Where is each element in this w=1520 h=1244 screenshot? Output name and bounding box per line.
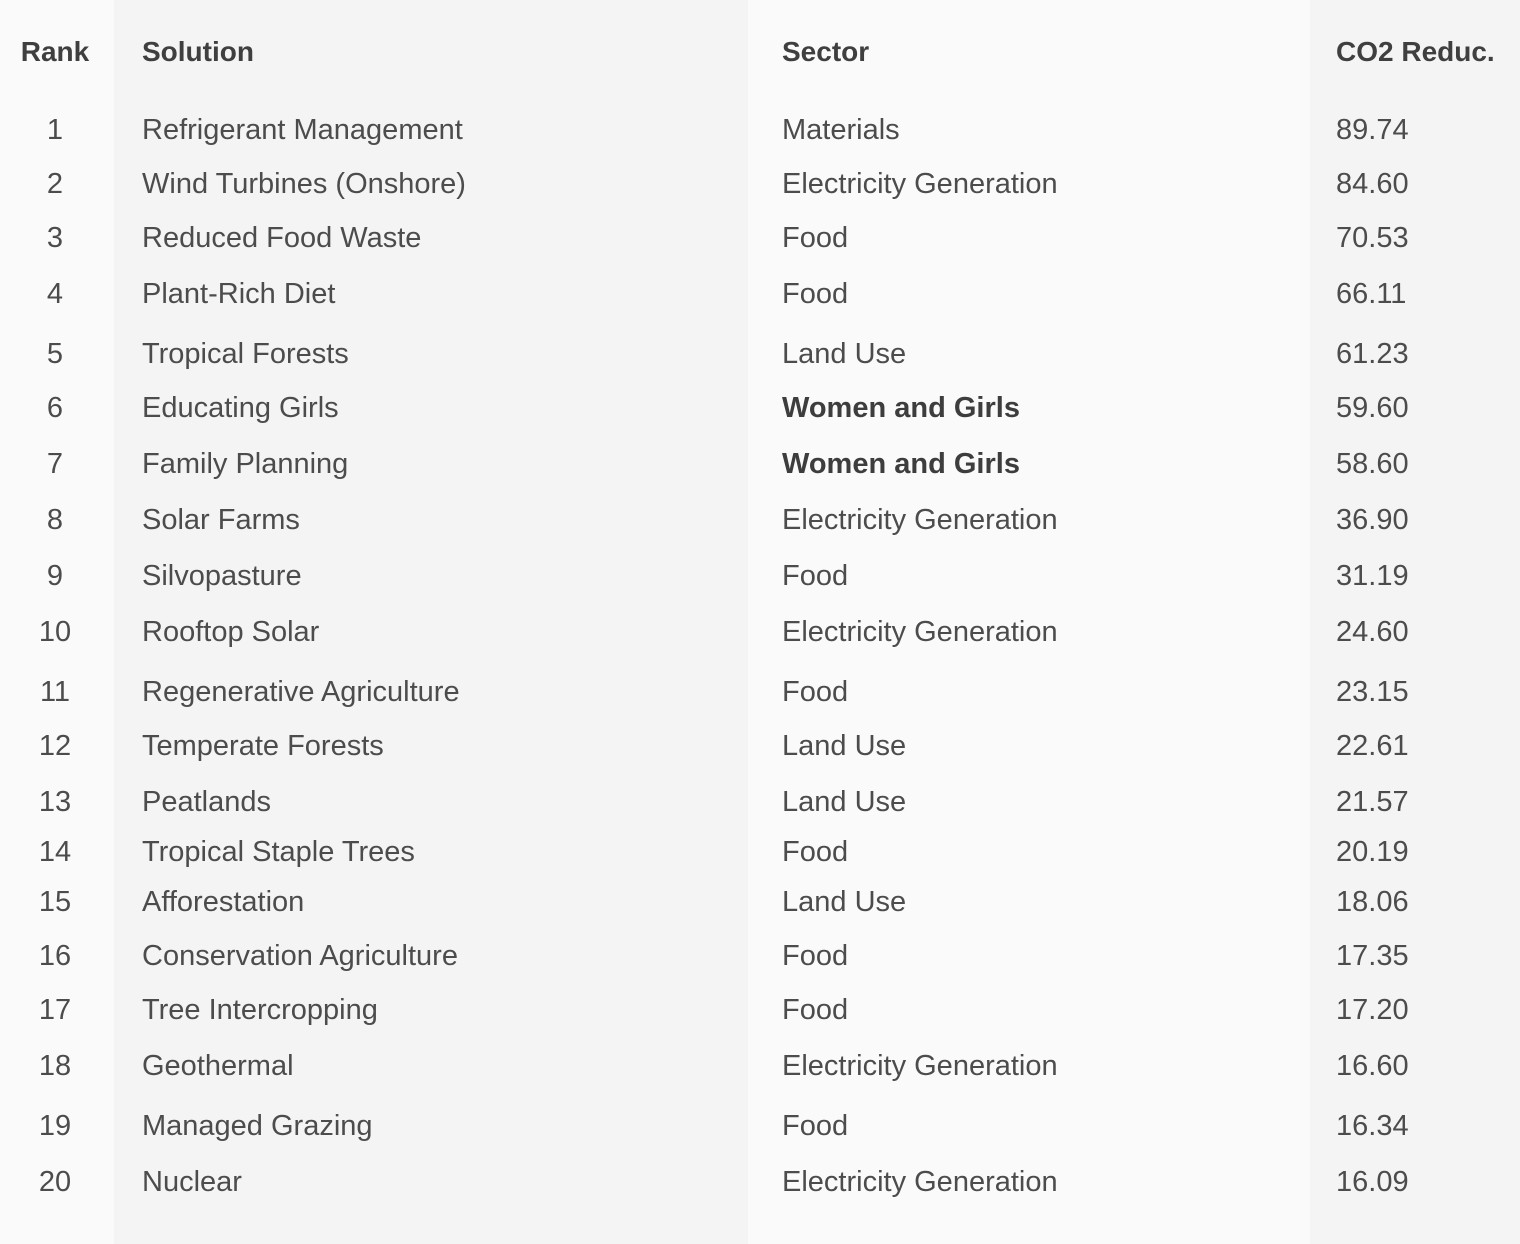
solution-cell: Silvopasture [142,560,302,592]
rank-cell: 18 [38,1050,72,1082]
co2-reduction-cell: 18.06 [1336,886,1409,918]
co2-reduction-cell: 16.34 [1336,1110,1409,1142]
rank-cell: 9 [46,560,64,592]
sector-cell: Food [782,836,849,868]
co2-reduction-cell: 17.20 [1336,994,1409,1026]
rank-cell: 5 [46,338,64,370]
table-row [0,782,1520,822]
co2-reduction-cell: 22.61 [1336,730,1409,762]
sector-cell: Land Use [782,886,907,918]
table-row [0,882,1520,922]
sector-cell: Electricity Generation [782,168,1058,200]
rank-cell: 15 [38,886,72,918]
co2-reduction-cell: 23.15 [1336,676,1409,708]
rank-cell: 3 [46,222,64,254]
table-row [0,936,1520,976]
solution-cell: Conservation Agriculture [142,940,458,972]
table-row [0,500,1520,540]
rank-cell: 2 [46,168,64,200]
solution-cell: Temperate Forests [142,730,384,762]
sector-cell: Electricity Generation [782,616,1058,648]
co2-reduction-cell: 16.60 [1336,1050,1409,1082]
sector-cell: Materials [782,114,900,146]
table-row [0,1046,1520,1086]
co2-reduction-cell: 17.35 [1336,940,1409,972]
solution-cell: Peatlands [142,786,271,818]
table-row [0,110,1520,150]
table-row [0,164,1520,204]
table-row [0,990,1520,1030]
solution-cell: Family Planning [142,448,349,480]
rank-cell: 1 [46,114,64,146]
table-header-row [0,32,1520,72]
co2-reduction-cell: 31.19 [1336,560,1409,592]
table-row [0,726,1520,766]
table-row [0,832,1520,872]
table-row [0,1162,1520,1202]
table-row [0,672,1520,712]
rank-cell: 8 [46,504,64,536]
rank-cell: 11 [39,676,71,708]
co2-reduction-cell: 89.74 [1336,114,1409,146]
co2-reduction-cell: 70.53 [1336,222,1409,254]
rank-column-header[interactable]: Rank [20,36,90,67]
sector-cell: Electricity Generation [782,1050,1058,1082]
rank-cell: 17 [38,994,72,1026]
rank-cell: 20 [38,1166,72,1198]
table-row [0,612,1520,652]
co2-reduction-column-header[interactable]: CO2 Reduc. [1336,36,1495,67]
co2-reduction-cell: 66.11 [1336,278,1407,310]
co2-reduction-cell: 20.19 [1336,836,1409,868]
rank-cell: 13 [38,786,72,818]
rank-cell: 10 [38,616,72,648]
solution-cell: Geothermal [142,1050,294,1082]
table-row [0,218,1520,258]
sector-cell: Food [782,560,849,592]
rank-cell: 12 [38,730,72,762]
co2-reduction-cell: 84.60 [1336,168,1409,200]
table-row [0,556,1520,596]
solution-cell: Wind Turbines (Onshore) [142,168,466,200]
sector-cell: Women and Girls [782,448,1020,480]
solution-cell: Regenerative Agriculture [142,676,460,708]
sector-cell: Land Use [782,786,907,818]
co2-reduction-cell: 61.23 [1336,338,1409,370]
sector-cell: Land Use [782,338,907,370]
co2-reduction-cell: 24.60 [1336,616,1409,648]
solution-cell: Managed Grazing [142,1110,373,1142]
solution-cell: Solar Farms [142,504,300,536]
rank-cell: 14 [38,836,72,868]
solution-cell: Nuclear [142,1166,242,1198]
sector-cell: Women and Girls [782,392,1020,424]
solution-cell: Afforestation [142,886,305,918]
sector-cell: Electricity Generation [782,1166,1058,1198]
solution-column-header[interactable]: Solution [142,36,254,67]
sector-cell: Food [782,994,849,1026]
rank-cell: 7 [46,448,64,480]
table-row [0,388,1520,428]
solution-cell: Rooftop Solar [142,616,320,648]
solution-cell: Tropical Forests [142,338,349,370]
sector-cell: Food [782,278,849,310]
rank-cell: 19 [38,1110,72,1142]
sector-cell: Food [782,940,849,972]
sector-cell: Electricity Generation [782,504,1058,536]
solution-cell: Educating Girls [142,392,339,424]
rank-cell: 6 [46,392,64,424]
solution-cell: Refrigerant Management [142,114,463,146]
co2-reduction-cell: 16.09 [1336,1166,1409,1198]
sector-column-header[interactable]: Sector [782,36,870,67]
sector-cell: Food [782,222,849,254]
rank-cell: 16 [38,940,72,972]
table-row [0,1106,1520,1146]
rank-cell: 4 [46,278,64,310]
solution-cell: Reduced Food Waste [142,222,422,254]
co2-reduction-cell: 59.60 [1336,392,1409,424]
sector-cell: Food [782,676,849,708]
table-row [0,274,1520,314]
co2-reduction-cell: 36.90 [1336,504,1409,536]
table-row [0,334,1520,374]
co2-reduction-cell: 21.57 [1336,786,1409,818]
sector-cell: Land Use [782,730,907,762]
solution-cell: Plant-Rich Diet [142,278,336,310]
co2-reduction-cell: 58.60 [1336,448,1409,480]
solution-cell: Tropical Staple Trees [142,836,415,868]
sector-cell: Food [782,1110,849,1142]
table-row [0,444,1520,484]
solution-cell: Tree Intercropping [142,994,378,1026]
